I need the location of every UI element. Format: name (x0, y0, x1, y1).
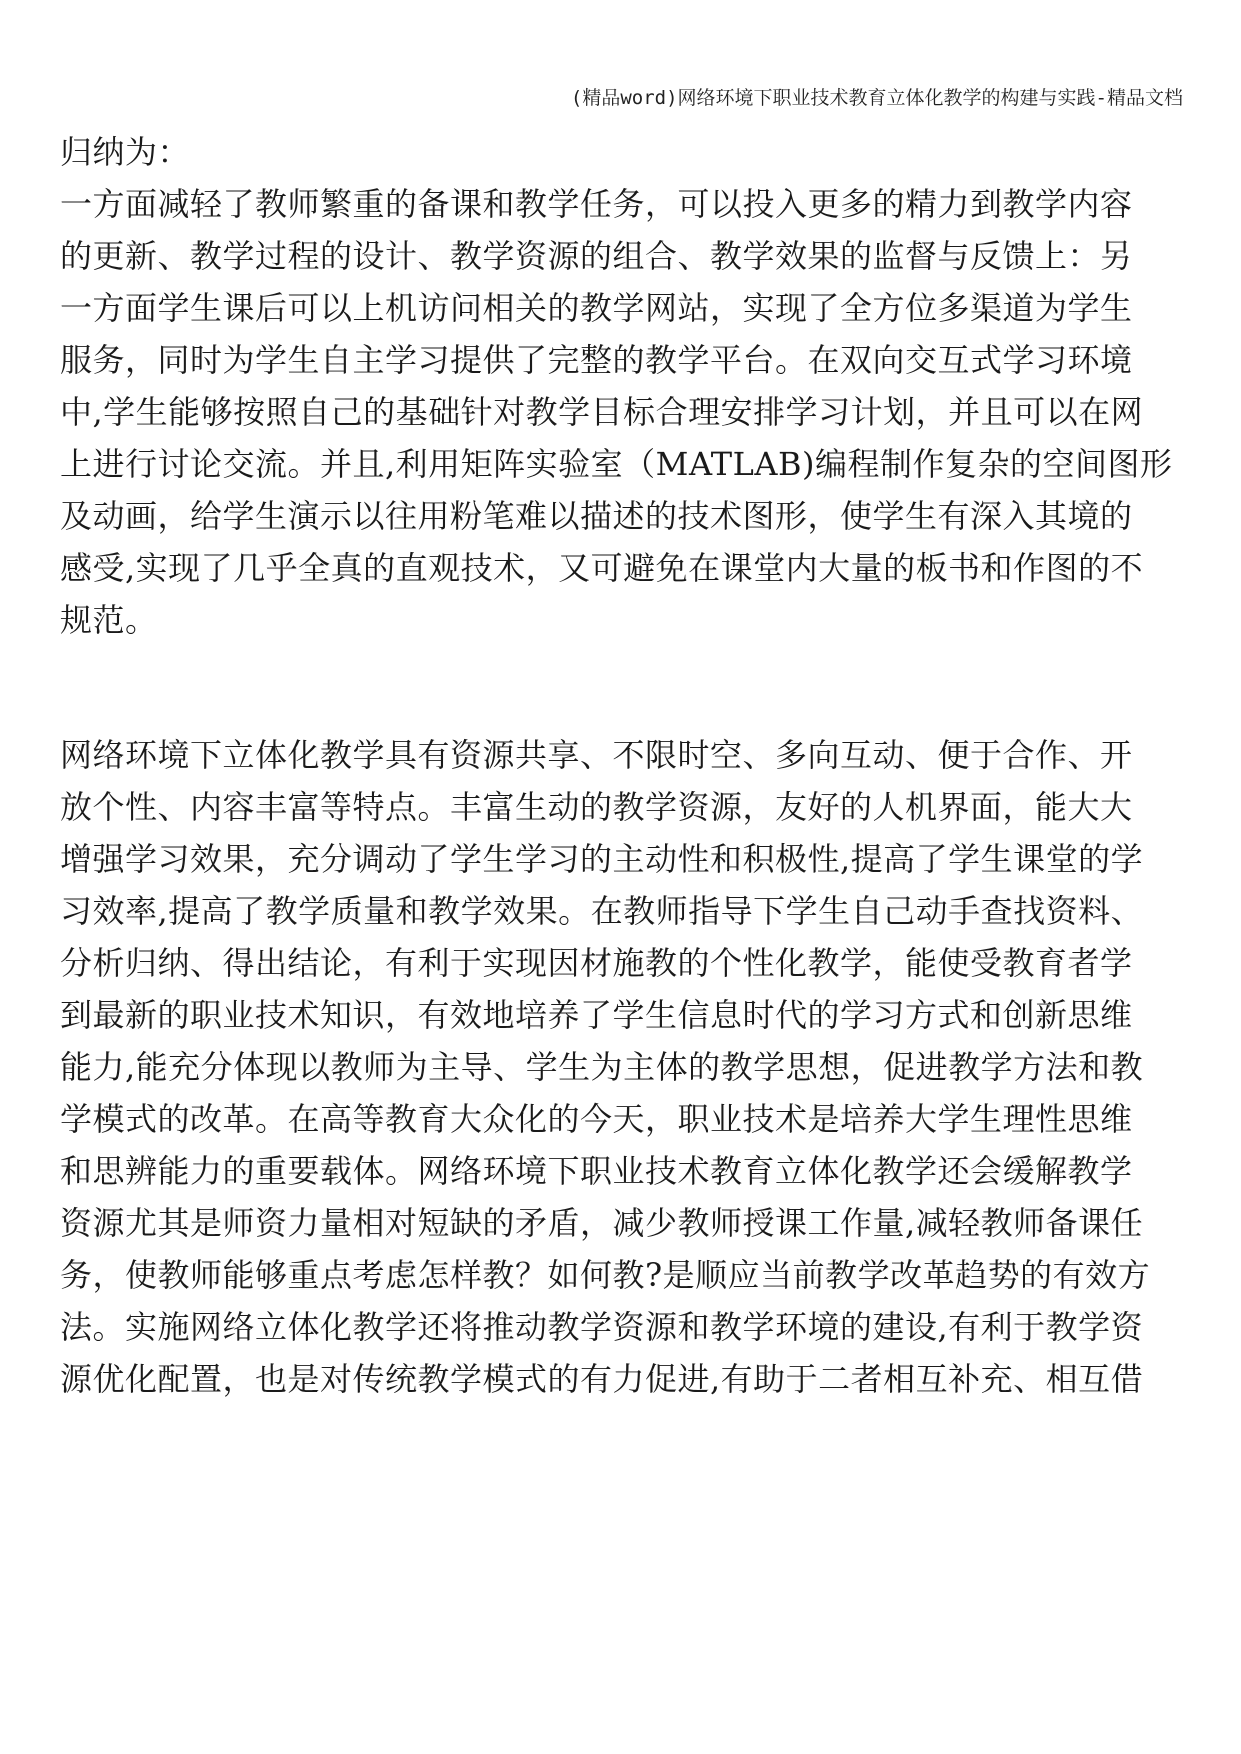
running-header: (精品word)网络环境下职业技术教育立体化教学的构建与实践-精品文档 (570, 87, 1183, 109)
paragraph-spacing (60, 646, 1180, 729)
text-line: 上进行讨论交流。并且,利用矩阵实验室（MATLAB)编程制作复杂的空间图形 (60, 445, 1173, 483)
text-line: 及动画，给学生演示以往用粉笔难以描述的技术图形，使学生有深入其境的 (60, 497, 1133, 535)
body-text (60, 126, 1180, 1405)
text-line: 的更新、教学过程的设计、教学资源的组合、教学效果的监督与反馈上：另 (60, 237, 1133, 275)
text-line: 一方面学生课后可以上机访问相关的教学网站，实现了全方位多渠道为学生 (60, 289, 1133, 327)
text-line: 源优化配置，也是对传统教学模式的有力促进,有助于二者相互补充、相互借 (60, 1360, 1144, 1398)
text-line: 分析归纳、得出结论，有利于实现因材施教的个性化教学，能使受教育者学 (60, 944, 1133, 982)
text-line: 法。实施网络立体化教学还将推动教学资源和教学环境的建设,有利于教学资 (60, 1308, 1144, 1346)
text-line: 放个性、内容丰富等特点。丰富生动的教学资源，友好的人机界面，能大大 (60, 788, 1133, 826)
text-line: 网络环境下立体化教学具有资源共享、不限时空、多向互动、便于合作、开 (60, 736, 1133, 774)
text-line: 学模式的改革。在高等教育大众化的今天，职业技术是培养大学生理性思维 (60, 1100, 1133, 1138)
text-line: 增强学习效果，充分调动了学生学习的主动性和积极性,提高了学生课堂的学 (60, 840, 1144, 878)
paragraph-2 (60, 729, 1180, 1405)
paragraph-1 (60, 126, 1180, 646)
text-line: 服务，同时为学生自主学习提供了完整的教学平台。在双向交互式学习环境 (60, 341, 1133, 379)
text-line: 规范。 (60, 601, 158, 639)
text-line: 中,学生能够按照自己的基础针对教学目标合理安排学习计划，并且可以在网 (60, 393, 1144, 431)
text-line: 和思辨能力的重要载体。网络环境下职业技术教育立体化教学还会缓解教学 (60, 1152, 1133, 1190)
text-line: 能力,能充分体现以教师为主导、学生为主体的教学思想，促进教学方法和教 (60, 1048, 1144, 1086)
text-line: 资源尤其是师资力量相对短缺的矛盾，减少教师授课工作量,减轻教师备课任 (60, 1204, 1144, 1242)
text-line: 习效率,提高了教学质量和教学效果。在教师指导下学生自己动手查找资料、 (60, 892, 1144, 930)
text-line: 感受,实现了几乎全真的直观技术，又可避免在课堂内大量的板书和作图的不 (60, 549, 1144, 587)
text-line: 一方面减轻了教师繁重的备课和教学任务，可以投入更多的精力到教学内容 (60, 185, 1133, 223)
text-line: 归纳为： (60, 133, 191, 171)
text-line: 务，使教师能够重点考虑怎样教？如何教?是顺应当前教学改革趋势的有效方 (60, 1256, 1151, 1294)
text-line: 到最新的职业技术知识，有效地培养了学生信息时代的学习方式和创新思维 (60, 996, 1133, 1034)
